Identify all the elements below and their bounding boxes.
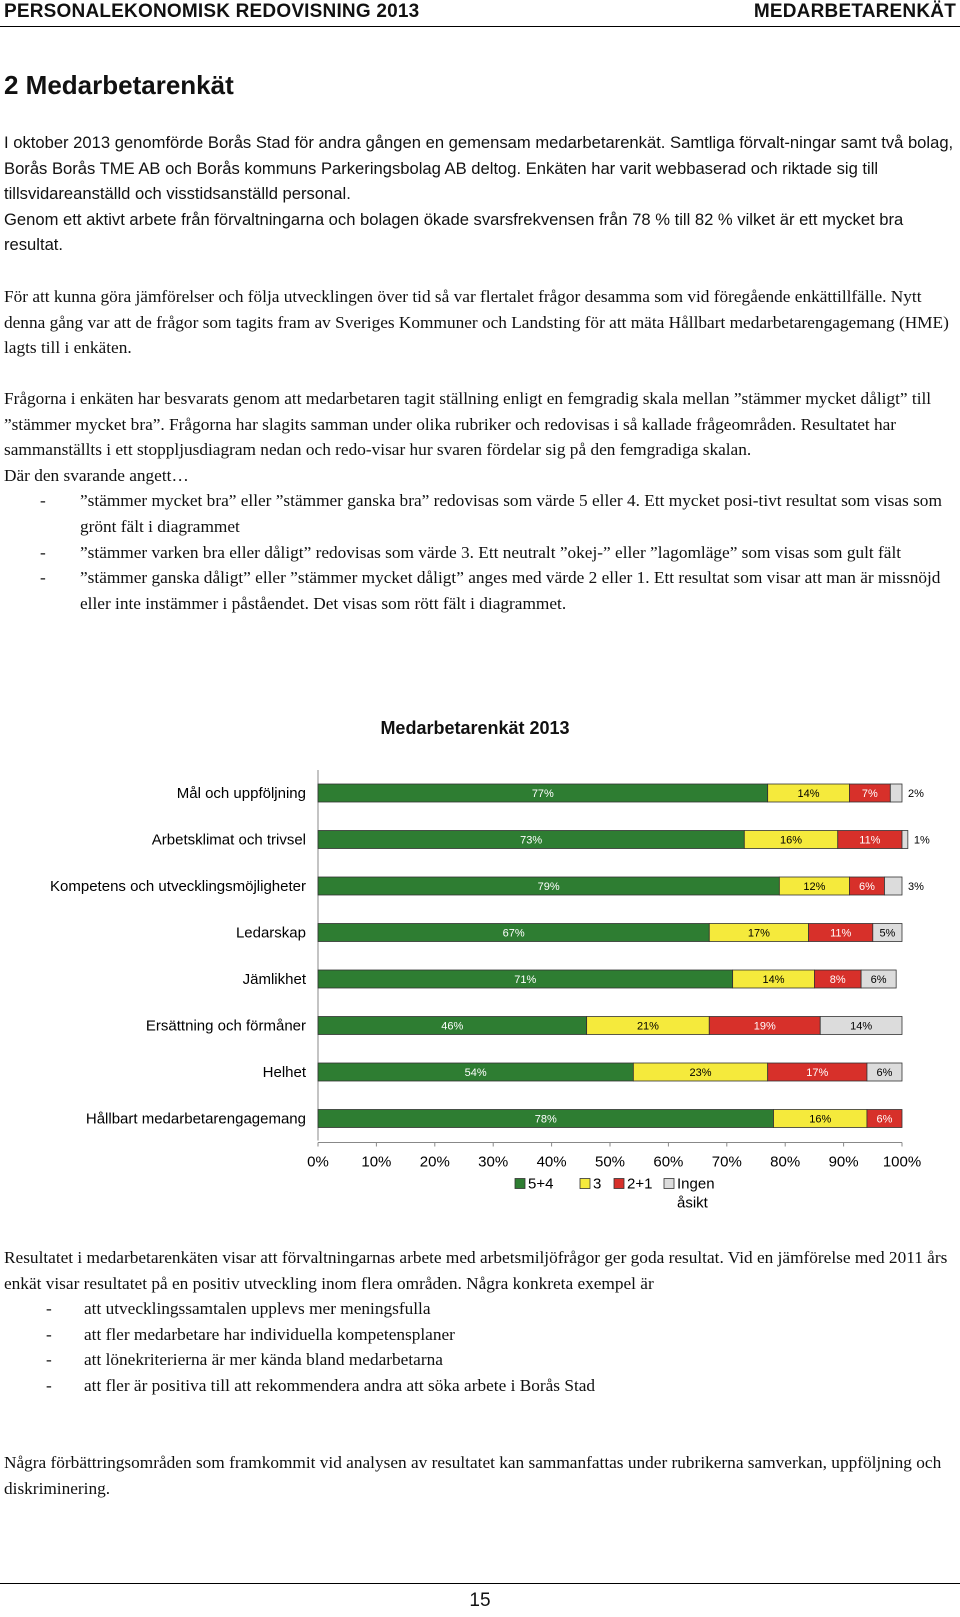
bar-segment-ingensikt (884, 877, 902, 895)
list-item: - ”stämmer varken bra eller dåligt” redovisas som värde 3. Ett neutralt ”okej-” eller ”lagomläge” som visas som gult fält (40, 542, 902, 562)
data-label: 11% (830, 927, 852, 940)
intro-text-3: Frågorna i enkäten har besvarats genom att medarbetaren tagit ställning enligt en femgradig skala mellan ”stämmer mycket dåligt” till ”stämmer mycket bra”. Frågorna har slagits samman under olika rubriker och redovisas i så kallade frågeområden. Resultatet har sammanställts i ett stoppljusdiagram nedan och redo-visar hur svaren fördelar sig på den femgradiga skalan. (4, 389, 932, 460)
x-tick-label: 60% (653, 1153, 684, 1171)
category-label: Kompetens och utvecklingsmöjligheter (50, 878, 306, 895)
list-item: - ”stämmer mycket bra” eller ”stämmer ganska bra” redovisas som värde 5 eller 4. Ett mycket posi-tivt resultat som visas som grönt fält i diagrammet (40, 491, 942, 536)
legend-label: 3 (593, 1175, 602, 1193)
bar-segment-ingensikt (902, 831, 908, 849)
data-label: 54% (464, 1067, 487, 1079)
chart-title: Medarbetarenkät 2013 (380, 718, 570, 738)
data-label: 6% (870, 974, 887, 986)
category-label: Mål och uppföljning (176, 785, 306, 802)
x-tick-label: 20% (419, 1153, 450, 1171)
x-tick-label: 80% (770, 1153, 801, 1171)
intro-paragraph-3 (4, 386, 956, 616)
data-label: 6% (876, 1067, 893, 1079)
list-item: - att lönekriterierna är mer kända bland medarbetarna (46, 1350, 443, 1370)
x-tick-label: 70% (711, 1153, 742, 1171)
legend-swatch (614, 1179, 624, 1189)
data-label: 23% (689, 1067, 712, 1079)
data-label: 71% (514, 974, 537, 986)
results-section (4, 1245, 956, 1399)
legend-swatch (580, 1179, 590, 1189)
data-label: 16% (780, 834, 803, 847)
section-title: 2 Medarbetarenkät (4, 70, 234, 100)
intro-text-4: Där den svarande angett… (4, 465, 189, 485)
data-label: 19% (753, 1020, 776, 1033)
page-number: 15 (469, 1590, 491, 1611)
data-label: 79% (537, 881, 560, 893)
x-tick-label: 40% (536, 1153, 567, 1171)
intro-paragraph-1 (4, 130, 956, 258)
data-label: 6% (859, 881, 875, 893)
legend-swatch (664, 1179, 674, 1189)
data-label: 11% (859, 834, 881, 847)
list-item: - att fler medarbetare har individuella kompetensplaner (46, 1324, 455, 1344)
data-label: 67% (502, 927, 525, 940)
intro-text-b: Genom ett aktivt arbete från förvaltningarna och bolagen ökade svarsfrekvensen från 78 % till 82 % vilket är ett mycket bra resultat. (4, 209, 904, 255)
data-label: 77% (531, 788, 554, 800)
x-tick-label: 30% (478, 1153, 509, 1171)
legend-label: 2+1 (627, 1175, 653, 1193)
page-header (0, 0, 960, 27)
category-label: Ledarskap (235, 924, 306, 942)
data-label: 78% (534, 1113, 557, 1126)
x-tick-label: 90% (828, 1153, 859, 1171)
data-label: 2% (908, 788, 924, 800)
x-tick-label: 10% (361, 1153, 392, 1171)
results-text-2: Några förbättringsområden som framkommit vid analysen av resultatet kan sammanfattas under rubrikerna samverkan, uppföljning och diskriminering. (4, 1453, 942, 1498)
intro-text-a: I oktober 2013 genomförde Borås Stad för andra gången en gemensam medarbetarenkät. Samtliga förvalt-ningar samt två bolag, Borås Borås TME AB och Borås kommuns Parkeringsbolag AB deltog. Enkäten har varit webbaserad och riktade sig till tillsvidareanställd och visstidsanställd personal. (4, 133, 954, 204)
category-label: Jämlikhet (242, 971, 306, 988)
intro-paragraph-2 (4, 284, 956, 361)
x-tick-label: 0% (307, 1153, 329, 1171)
footer-divider (0, 1583, 960, 1584)
data-label: 3% (908, 881, 924, 893)
header-section-title: MEDARBETARENKÄT (753, 1, 956, 22)
data-label: 12% (803, 881, 826, 893)
data-label: 14% (850, 1020, 873, 1033)
list-item: - att fler är positiva till att rekommendera andra att söka arbete i Borås Stad (46, 1375, 596, 1395)
list-item: - att utvecklingssamtalen upplevs mer meningsfulla (46, 1299, 431, 1319)
category-label: Arbetsklimat och trivsel (151, 831, 306, 849)
category-label: Helhet (262, 1064, 306, 1081)
x-tick-label: 50% (594, 1153, 626, 1171)
stacked-bar-chart (0, 760, 960, 1220)
intro-text-2: För att kunna göra jämförelser och följa utvecklingen över tid så var flertalet frågor desamma som vid föregående enkättillfälle. Nytt denna gång var att de frågor som tagits fram av Sveriges Kommuner och Landsting för att mäta Hållbart medarbetarengagemang (HME) lagts till i enkäten. (4, 287, 949, 358)
data-label: 16% (809, 1113, 832, 1126)
data-label: 8% (829, 974, 846, 986)
x-tick-label: 100% (882, 1153, 922, 1171)
data-label: 17% (747, 927, 770, 940)
bar-segment-ingensikt (890, 784, 902, 802)
improvement-paragraph (4, 1450, 956, 1501)
category-label: Ersättning och förmåner (145, 1017, 306, 1035)
legend-label: 5+4 (528, 1175, 554, 1193)
legend-swatch (515, 1179, 525, 1189)
data-label: 5% (879, 927, 896, 940)
data-label: 14% (797, 788, 820, 800)
list-item: - ”stämmer ganska dåligt” eller ”stämmer mycket dåligt” anges med värde 2 eller 1. Ett resultat som visar att man är missnöjd eller inte instämmer i påståendet. Det visas som rött fält i diagrammet. (40, 568, 941, 613)
data-label: 17% (806, 1067, 829, 1079)
data-label: 1% (913, 834, 930, 847)
legend-label: Ingen åsikt (677, 1175, 715, 1212)
data-label: 14% (762, 974, 785, 986)
data-label: 73% (520, 834, 543, 847)
data-label: 21% (636, 1020, 659, 1033)
results-text-1: Resultatet i medarbetarenkäten visar att förvaltningarnas arbete med arbetsmiljöfrågor ger goda resultat. Vid en jämförelse med 2011 års enkät visar resultatet på en positiv utveckling inom flera områden. Några konkreta exempel är (4, 1248, 948, 1293)
category-label: Hållbart medarbetarengagemang (85, 1110, 306, 1128)
data-label: 46% (441, 1020, 464, 1033)
header-report-title: PERSONALEKONOMISK REDOVISNING 2013 (4, 1, 420, 22)
data-label: 7% (861, 788, 878, 800)
data-label: 6% (876, 1113, 893, 1126)
